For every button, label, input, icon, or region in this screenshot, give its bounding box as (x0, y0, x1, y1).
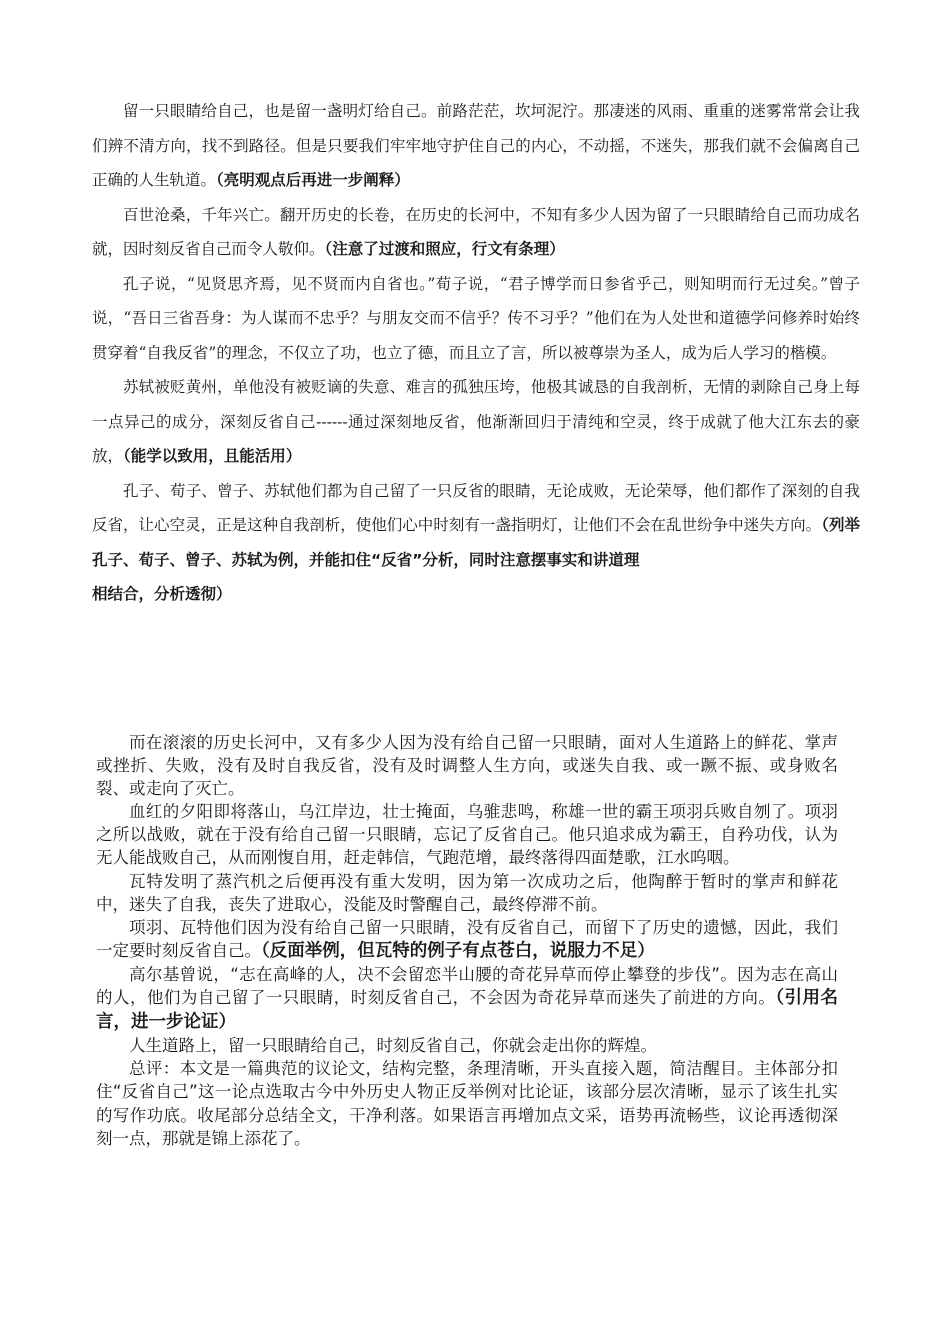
paragraph-2-text: 百世沧桑，千年兴亡。翻开历史的长卷，在历史的长河中，不知有多少人因为留了一只眼睛给自己而功成名就，因时刻反省自己而令人敬仰。 (92, 205, 860, 258)
overall-comment: 总评：本文是一篇典范的议论文，结构完整，条理清晰，开头直接入题，简洁醒目。主体部分扣住“反省自己”这一论点选取古今中外历史人物正反举例对比论证，该部分层次清晰，显示了该生扎实的写作功底。收尾部分总结全文，干净利落。如果语言再增加点文采，语势再流畅些，议论再透彻深刻一点，那就是锦上添花了。 (96, 1059, 838, 1148)
paragraph-5 (92, 474, 860, 578)
lower-paragraph-5 (96, 963, 838, 1034)
comment-note-6: （引用名言，进一步论证） (96, 988, 839, 1033)
paragraph-2 (92, 198, 860, 267)
lower-paragraph-5-text: 高尔基曾说，“志在高峰的人，决不会留恋半山腰的奇花异草而停止攀登的步伐”。因为志在高山的人，他们为自己留了一只眼睛，时刻反省自己，不会因为奇花异草而迷失了前进的方向。 (96, 964, 838, 1008)
comment-note-4a: （列举孔子、荀子、曾子、苏轼为例，并能扣住“反省”分析，同时注意摆事实和讲道理 (92, 516, 860, 569)
lower-paragraph-6: 人生道路上，留一只眼睛给自己，时刻反省自己，你就会走出你的辉煌。 (129, 1036, 657, 1056)
paragraph-5-text: 孔子、荀子、曾子、苏轼他们都为自己留了一只反省的眼睛，无论成败，无论荣辱，他们都作了深刻的自我反省，让心空灵，正是这种自我剖析，使他们心中时刻有一盏指明灯，让他们不会在乱世纷争中迷失方向。 (92, 481, 860, 534)
comment-note-3: （能学以致用，且能活用） (123, 447, 302, 465)
comment-note-2: （注意了过渡和照应，行文有条理） (324, 240, 565, 258)
paragraph-5-continued (92, 577, 860, 612)
lower-paragraph-2: 血红的夕阳即将落山，乌江岸边，壮士掩面，乌骓悲鸣，称雄一世的霸王项羽兵败自刎了。项羽之所以战败，就在于没有给自己留一只眼睛，忘记了反省自己。他只追求成为霸王，自矜功伐，认为无人能战败自己，从而刚愎自用，赶走韩信，气跑范增，最终落得四面楚歌，江水呜咽。 (96, 802, 838, 868)
paragraph-1 (92, 94, 860, 198)
comment-note-1: （亮明观点后再进一步阐释） (216, 171, 410, 189)
paragraph-4-text: 苏轼被贬黄州，单他没有被贬谪的失意、难言的孤独压垮，他极其诚恳的自我剖析，无情的剥除自己身上每一点异己的成分，深刻反省自己------通过深刻地反省，他渐渐回归于清纯和空灵，终于成就了他大江东去的豪放， (92, 378, 860, 465)
lower-paragraph-4-text: 项羽、瓦特他们因为没有给自己留一只眼睛，没有反省自己，而留下了历史的遗憾，因此，我们一定要时刻反省自己。 (96, 917, 838, 960)
paragraph-3 (92, 267, 860, 371)
lower-paragraph-4 (96, 916, 838, 963)
paragraph-3-text: 孔子说，“见贤思齐焉，见不贤而内自省也。”荀子说，“君子博学而日参省乎己，则知明而行无过矣。”曾子说，“吾日三省吾身：为人谋而不忠乎？与朋友交而不信乎？传不习乎？”他们在为人处世和道德学问修养时始终贯穿着“自我反省”的理念，不仅立了功，也立了德，而且立了言，所以被尊崇为圣人，成为后人学习的楷模。 (92, 274, 860, 362)
comment-note-5: （反面举例，但瓦特的例子有点苍白，说服力不足） (261, 940, 655, 961)
essay-upper-section (92, 94, 860, 612)
lower-paragraph-3: 瓦特发明了蒸汽机之后便再没有重大发明，因为第一次成功之后，他陶醉于暂时的掌声和鲜花中，迷失了自我，丧失了进取心，没能及时警醒自己，最终停滞不前。 (96, 871, 838, 914)
comment-note-4b: 相结合，分析透彻） (92, 585, 232, 603)
essay-lower-section (96, 731, 838, 1150)
paragraph-4 (92, 370, 860, 474)
lower-paragraph-1: 而在滚滚的历史长河中，又有多少人因为没有给自己留一只眼睛，面对人生道路上的鲜花、掌声或挫折、失败，没有及时自我反省，没有及时调整人生方向，或迷失自我、或一蹶不振、或身败名裂、或走向了灭亡。 (96, 733, 838, 799)
paragraph-1-text: 留一只眼睛给自己，也是留一盏明灯给自己。前路茫茫，坎坷泥泞。那凄迷的风雨、重重的迷雾常常会让我们辨不清方向，找不到路径。但是只要我们牢牢地守护住自己的内心，不动摇，不迷失，那我们就不会偏离自己正确的人生轨道。 (92, 102, 860, 189)
